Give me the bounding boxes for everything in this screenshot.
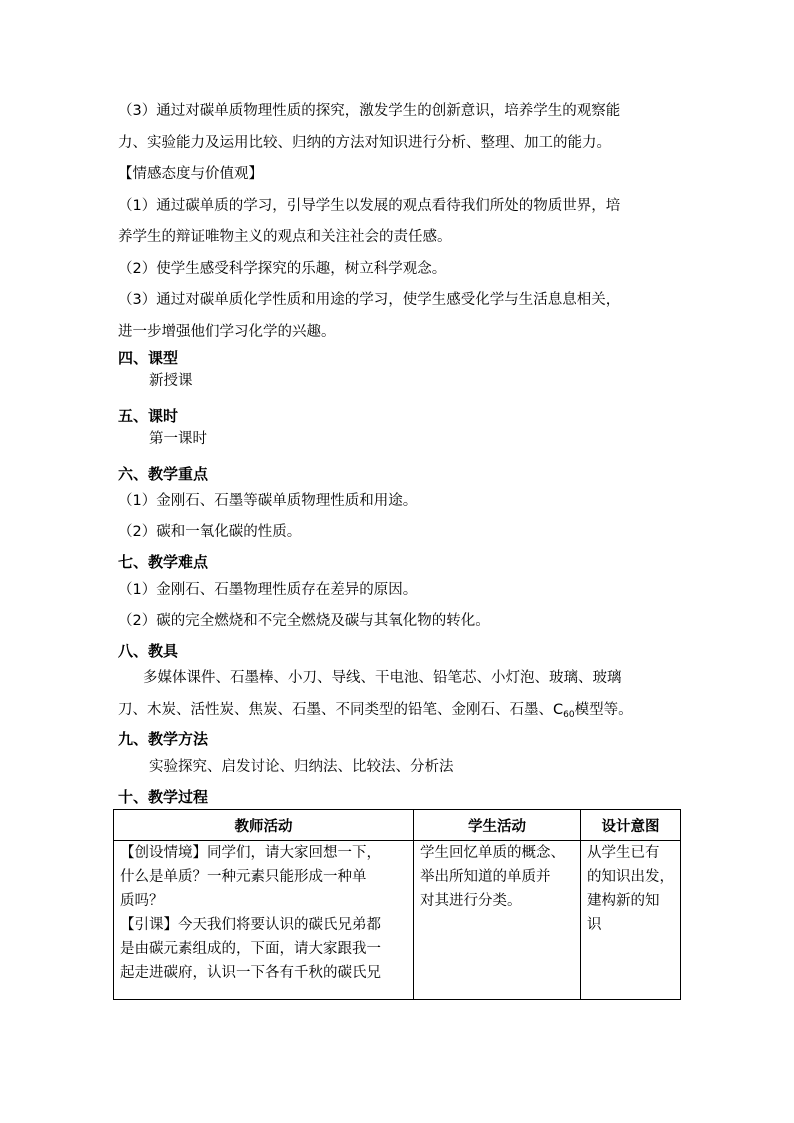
teacher-line: 是由碳元素组成的，下面，请大家跟我一 [120, 941, 381, 957]
design-line: 识 [587, 917, 602, 933]
section-8-line-1: 多媒体课件、石墨棒、小刀、导线、干电池、铅笔芯、小灯泡、玻璃、玻璃 [143, 670, 622, 686]
attitude-item-1-line-1: （1）通过碳单质的学习，引导学生以发展的观点看待我们所处的物质世界，培 [118, 198, 621, 214]
teacher-line: 【创设情境】同学们，请大家回想一下， [120, 845, 381, 861]
design-line: 建构新的知 [587, 893, 660, 909]
section-7-title: 七、教学难点 [118, 553, 209, 571]
student-line: 对其进行分类。 [420, 893, 522, 909]
section-9-body: 实验探究、启发讨论、归纳法、比较法、分析法 [149, 759, 454, 775]
section-6-item-1: （1）金刚石、石墨等碳单质物理性质和用途。 [118, 493, 418, 509]
teacher-activity-cell [114, 841, 414, 1000]
section-6-item-2: （2）碳和一氧化碳的性质。 [118, 524, 302, 540]
header-student-activity: 学生活动 [414, 810, 581, 841]
section-8-line-2 [118, 700, 678, 720]
student-line: 举出所知道的单质并 [420, 869, 551, 885]
section-4-body: 新授课 [149, 373, 193, 389]
design-intent-cell [581, 841, 681, 1000]
objective-line-2: 力、实验能力及运用比较、归纳的方法对知识进行分析、整理、加工的能力。 [118, 135, 611, 151]
section-5-title: 五、课时 [118, 407, 179, 425]
section-7-item-1: （1）金刚石、石墨物理性质存在差异的原因。 [118, 582, 418, 598]
objective-line-1: （3）通过对碳单质物理性质的探究，激发学生的创新意识，培养学生的观察能 [118, 103, 621, 119]
teaching-process-table [113, 809, 681, 1000]
attitude-item-3-line-1: （3）通过对碳单质化学性质和用途的学习，使学生感受化学与生活息息相关， [118, 292, 621, 308]
section-8-title: 八、教具 [118, 642, 179, 660]
section-5-body: 第一课时 [149, 431, 207, 447]
c60-subscript: 60 [563, 710, 575, 720]
teacher-line: 什么是单质？一种元素只能形成一种单 [120, 869, 367, 885]
teacher-line: 【引课】今天我们将要认识的碳氏兄弟都 [120, 917, 381, 933]
table-header-row [114, 810, 681, 841]
attitude-item-3-line-2: 进一步增强他们学习化学的兴趣。 [118, 324, 336, 340]
teacher-line: 质吗？ [120, 893, 164, 909]
section-9-title: 九、教学方法 [118, 730, 209, 748]
section-7-item-2: （2）碳的完全燃烧和不完全燃烧及碳与其氧化物的转化。 [118, 613, 490, 629]
design-line: 从学生已有 [587, 845, 660, 861]
header-teacher-activity: 教师活动 [114, 810, 414, 841]
design-line: 的知识出发， [587, 869, 674, 885]
student-activity-cell [414, 841, 581, 1000]
section-4-title: 四、课型 [118, 349, 179, 367]
attitude-item-1-line-2: 养学生的辩证唯物主义的观点和关注社会的责任感。 [118, 229, 452, 245]
section-10-title: 十、教学过程 [118, 788, 209, 806]
attitude-heading: 【情感态度与价值观】 [118, 166, 263, 182]
table-row [114, 841, 681, 1000]
header-design-intent: 设计意图 [581, 810, 681, 841]
section-8-line-2-text: 刀、木炭、活性炭、焦炭、石墨、不同类型的铅笔、金刚石、石墨、C [118, 702, 564, 718]
attitude-item-2: （2）使学生感受科学探究的乐趣，树立科学观念。 [118, 261, 447, 277]
student-line: 学生回忆单质的概念、 [420, 845, 565, 861]
teacher-line: 起走进碳府，认识一下各有千秋的碳氏兄 [120, 965, 381, 981]
section-8-line-2-tail: 模型等。 [574, 702, 633, 718]
section-6-title: 六、教学重点 [118, 465, 209, 483]
